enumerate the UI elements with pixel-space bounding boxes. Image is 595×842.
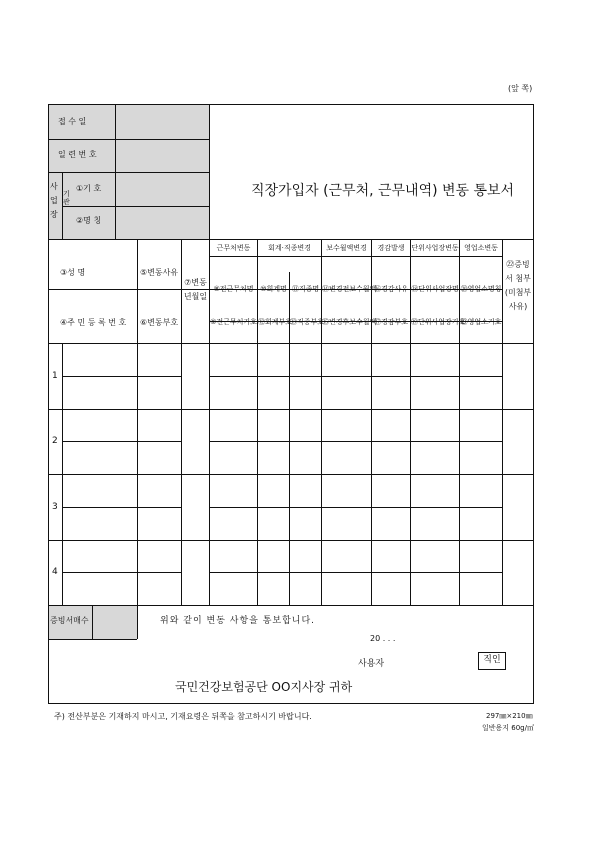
group5-sub1: ⑱단위사업장명 — [411, 285, 459, 293]
group2-sub1b: ⑪직종명 — [291, 285, 320, 293]
paper-size: 297㎜×210㎜ — [486, 712, 533, 720]
page-title: 직장가입자 (근무처, 근무내역) 변동 통보서 — [251, 183, 515, 199]
group2-header: 회계·직종변경 — [268, 244, 311, 252]
group2-sub2a: ⑫회계부호 — [258, 318, 293, 326]
received-date-label: 접 수 일 — [58, 117, 87, 126]
row-divider — [62, 441, 182, 442]
row-separator — [48, 409, 534, 410]
paper-type: 일반용지 60g/㎡ — [482, 724, 534, 732]
attached-count-label: 증빙서매수 — [50, 616, 89, 625]
row-divider — [209, 572, 502, 573]
group4-sub1: ⑯경감사유 — [373, 285, 409, 293]
group4-header: 경감발생 — [377, 244, 405, 252]
rrn-header: ④주 민 등 록 번 호 — [60, 318, 127, 327]
footnote: 주) 전산부분은 기재하지 마시고, 기재요령은 뒤쪽을 참고하시기 바랍니다. — [54, 712, 312, 721]
row-divider — [62, 572, 182, 573]
reason-header: ⑤변동사유 — [140, 268, 179, 277]
group3-sub2: ⑮변경후보수월액 — [322, 318, 377, 326]
group1-sub2: ⑨전근무처기호 — [210, 318, 257, 326]
employer-label: 사용자 — [358, 659, 385, 669]
group6-sub1: ⑳영업소명칭 — [460, 285, 502, 293]
group1-header: 근무처변동 — [216, 244, 251, 252]
group2-sub1a: ⑩회계명 — [260, 285, 287, 293]
row-divider — [209, 507, 502, 508]
group1-sub1: ⑧전근무처명 — [213, 285, 254, 293]
row-divider — [62, 507, 182, 508]
recipient: 국민건강보험공단 OO지사장 귀하 — [175, 680, 353, 694]
group3-header: 보수월액변경 — [326, 244, 367, 252]
group6-header: 영업소변동 — [464, 244, 498, 252]
business-name-label: ②명 칭 — [76, 216, 102, 225]
seal-box: 직인 — [478, 652, 506, 670]
office-sub-label: 기관 — [63, 190, 70, 206]
row-divider — [209, 441, 502, 442]
row-divider — [209, 376, 502, 377]
office-label: 사업장 — [50, 182, 58, 219]
row-separator — [48, 474, 534, 475]
row-divider — [62, 376, 182, 377]
row-number: 1 — [52, 370, 58, 381]
group2-sub2b: ⑬직종부호 — [290, 318, 325, 326]
attachment-header: ㉒증빙서 첨부 (미첨부사유) — [504, 260, 532, 311]
row-number: 4 — [52, 567, 58, 578]
serial-no-label: 일 련 번 호 — [58, 150, 97, 159]
group4-sub2: ⑰경감부호 — [373, 318, 409, 326]
row-number: 3 — [52, 501, 58, 512]
date-header: ⑦변동 년월일 — [183, 278, 208, 301]
row-number: 2 — [52, 436, 58, 447]
name-header: ③성 명 — [60, 268, 86, 277]
group5-sub2: ⑲단위사업장기호 — [411, 318, 466, 326]
date-line: 20 . . . — [370, 634, 396, 643]
form-page-label: (앞 쪽) — [508, 84, 533, 93]
notice-text: 위와 같이 변동 사항을 통보합니다. — [160, 616, 316, 626]
group5-header: 단위사업장변동 — [411, 244, 459, 252]
symbol-label: ①기 호 — [76, 184, 102, 193]
row-separator — [48, 540, 534, 541]
code-header: ⑥변동부호 — [140, 318, 179, 327]
group3-sub1: ⑭변경전보수월액 — [322, 285, 377, 293]
group6-sub2: ㉑영업소기호 — [460, 318, 502, 326]
